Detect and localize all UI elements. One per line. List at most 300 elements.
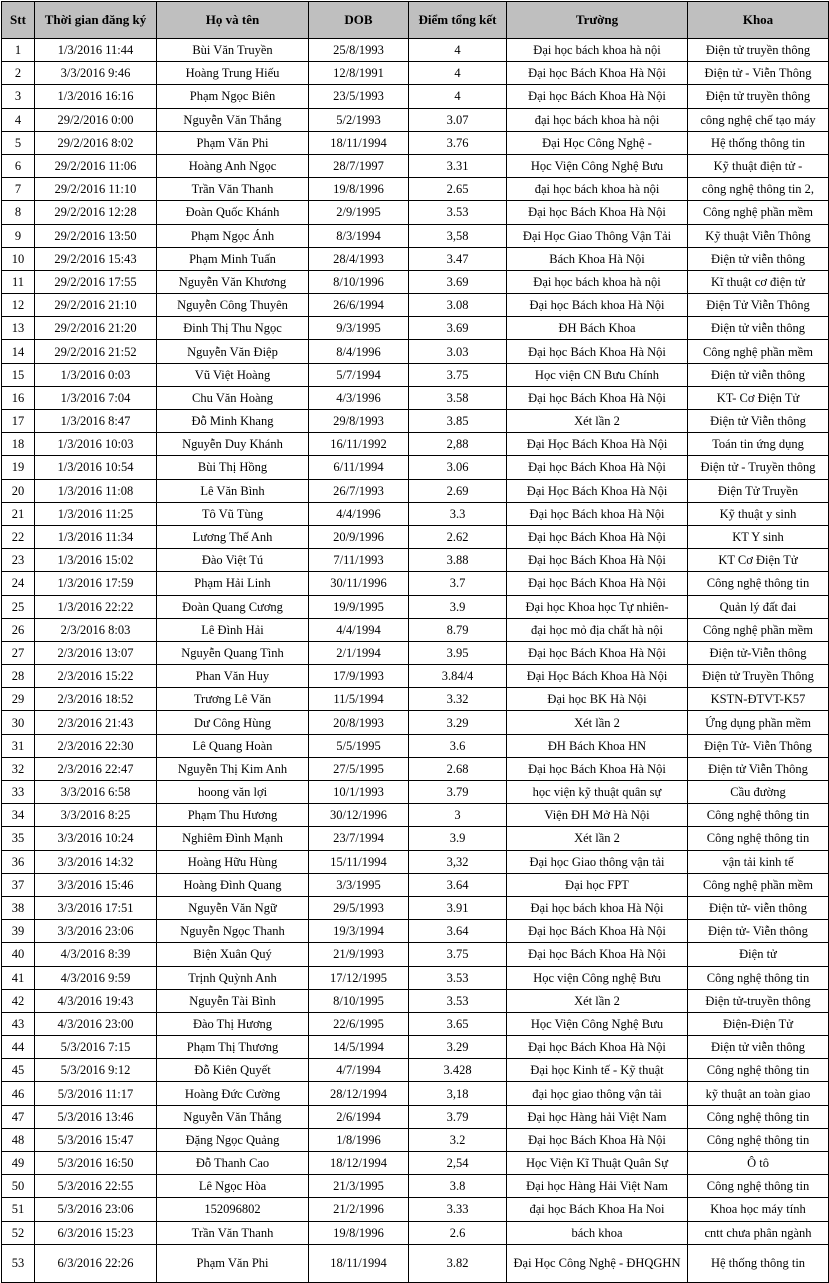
table-row <box>2 781 829 804</box>
table-row <box>2 456 829 479</box>
table-row <box>2 433 829 456</box>
cell-dob: 23/5/1993 <box>309 85 409 108</box>
cell-school: Đại học Bách khoa Hà Nội <box>507 502 688 525</box>
cell-stt: 13 <box>2 317 35 340</box>
cell-stt: 4 <box>2 108 35 131</box>
cell-registration-time: 4/3/2016 23:00 <box>35 1012 157 1035</box>
cell-dob: 22/6/1995 <box>309 1012 409 1035</box>
header-faculty: Khoa <box>688 2 829 39</box>
cell-full-name: Đỗ Thanh Cao <box>157 1152 309 1175</box>
cell-stt: 52 <box>2 1221 35 1244</box>
cell-school: Đại học Bách Khoa Hà Nội <box>507 943 688 966</box>
table-row <box>2 294 829 317</box>
cell-dob: 17/9/1993 <box>309 665 409 688</box>
cell-full-name: Phạm Văn Phi <box>157 1244 309 1282</box>
cell-registration-time: 1/3/2016 16:16 <box>35 85 157 108</box>
cell-dob: 1/8/1996 <box>309 1128 409 1151</box>
cell-final-score: 3.75 <box>409 943 507 966</box>
cell-final-score: 3.79 <box>409 781 507 804</box>
cell-faculty: Kỹ thuật điện tử - <box>688 154 829 177</box>
cell-full-name: Hoàng Trung Hiếu <box>157 62 309 85</box>
cell-school: Xét lần 2 <box>507 989 688 1012</box>
table-row <box>2 201 829 224</box>
cell-faculty: Ô tô <box>688 1152 829 1175</box>
cell-final-score: 3.32 <box>409 688 507 711</box>
table-row <box>2 827 829 850</box>
cell-full-name: Phạm Văn Phi <box>157 131 309 154</box>
cell-dob: 21/9/1993 <box>309 943 409 966</box>
cell-final-score: 3.91 <box>409 896 507 919</box>
cell-school: Đại Học Bách Khoa Hà Nội <box>507 479 688 502</box>
cell-school: học viện kỹ thuật quân sự <box>507 781 688 804</box>
cell-faculty: Điện tử Truyền Thông <box>688 665 829 688</box>
cell-final-score: 4 <box>409 85 507 108</box>
cell-registration-time: 3/3/2016 8:25 <box>35 804 157 827</box>
cell-registration-time: 2/3/2016 8:03 <box>35 618 157 641</box>
cell-final-score: 2.65 <box>409 178 507 201</box>
cell-faculty: cntt chưa phân ngành <box>688 1221 829 1244</box>
cell-final-score: 2,88 <box>409 433 507 456</box>
cell-full-name: Nguyễn Tài Bình <box>157 989 309 1012</box>
cell-final-score: 3.9 <box>409 827 507 850</box>
cell-full-name: Đặng Ngọc Quảng <box>157 1128 309 1151</box>
cell-final-score: 3,58 <box>409 224 507 247</box>
cell-school: Đại Học Bách Khoa Hà Nội <box>507 433 688 456</box>
cell-school: Đại học Kinh tế - Kỹ thuật <box>507 1059 688 1082</box>
cell-stt: 9 <box>2 224 35 247</box>
cell-stt: 29 <box>2 688 35 711</box>
cell-school: Đại học Bách Khoa Hà Nội <box>507 549 688 572</box>
cell-full-name: Nguyễn Văn Khương <box>157 270 309 293</box>
table-row <box>2 154 829 177</box>
cell-full-name: Lê Đình Hải <box>157 618 309 641</box>
cell-faculty: Điện tử truyền thông <box>688 39 829 62</box>
cell-stt: 24 <box>2 572 35 595</box>
cell-registration-time: 1/3/2016 11:34 <box>35 525 157 548</box>
cell-full-name: Hoàng Hữu Hùng <box>157 850 309 873</box>
cell-full-name: Đinh Thị Thu Ngọc <box>157 317 309 340</box>
cell-dob: 23/7/1994 <box>309 827 409 850</box>
cell-school: Đại Học Bách Khoa Hà Nội <box>507 665 688 688</box>
cell-faculty: Điện tử Viễn thông <box>688 410 829 433</box>
cell-stt: 11 <box>2 270 35 293</box>
cell-faculty: Điện Tử Viễn Thông <box>688 294 829 317</box>
cell-faculty: Công nghệ thông tin <box>688 827 829 850</box>
cell-school: bách khoa <box>507 1221 688 1244</box>
cell-faculty: Công nghệ phần mềm <box>688 201 829 224</box>
cell-dob: 28/4/1993 <box>309 247 409 270</box>
cell-registration-time: 29/2/2016 12:28 <box>35 201 157 224</box>
cell-full-name: Lê Quang Hoàn <box>157 734 309 757</box>
cell-school: Đại học bách khoa Hà Nội <box>507 896 688 919</box>
cell-registration-time: 6/3/2016 22:26 <box>35 1244 157 1282</box>
cell-school: Học viện CN Bưu Chính <box>507 363 688 386</box>
cell-dob: 17/12/1995 <box>309 966 409 989</box>
cell-final-score: 4 <box>409 62 507 85</box>
cell-faculty: Công nghệ thông tin <box>688 572 829 595</box>
cell-stt: 23 <box>2 549 35 572</box>
cell-registration-time: 1/3/2016 11:25 <box>35 502 157 525</box>
cell-dob: 8/10/1996 <box>309 270 409 293</box>
table-row <box>2 1152 829 1175</box>
cell-stt: 53 <box>2 1244 35 1282</box>
cell-registration-time: 5/3/2016 15:47 <box>35 1128 157 1151</box>
cell-final-score: 3.76 <box>409 131 507 154</box>
header-row <box>2 2 829 39</box>
cell-dob: 4/3/1996 <box>309 386 409 409</box>
cell-full-name: Nguyễn Ngọc Thanh <box>157 920 309 943</box>
cell-dob: 2/6/1994 <box>309 1105 409 1128</box>
cell-final-score: 3.85 <box>409 410 507 433</box>
cell-school: Đại học Bách Khoa Hà Nội <box>507 1128 688 1151</box>
cell-full-name: Đỗ Minh Khang <box>157 410 309 433</box>
cell-dob: 6/11/1994 <box>309 456 409 479</box>
table-row <box>2 641 829 664</box>
cell-faculty: Công nghệ thông tin <box>688 966 829 989</box>
cell-stt: 25 <box>2 595 35 618</box>
cell-dob: 3/3/1995 <box>309 873 409 896</box>
table-row <box>2 688 829 711</box>
cell-registration-time: 29/2/2016 21:20 <box>35 317 157 340</box>
cell-registration-time: 1/3/2016 22:22 <box>35 595 157 618</box>
cell-dob: 30/12/1996 <box>309 804 409 827</box>
header-full-name: Họ và tên <box>157 2 309 39</box>
cell-stt: 37 <box>2 873 35 896</box>
table-row <box>2 85 829 108</box>
cell-dob: 30/11/1996 <box>309 572 409 595</box>
registration-table <box>1 1 829 1283</box>
cell-final-score: 3.65 <box>409 1012 507 1035</box>
cell-faculty: Điện tử-truyền thông <box>688 989 829 1012</box>
cell-final-score: 3.7 <box>409 572 507 595</box>
cell-dob: 16/11/1992 <box>309 433 409 456</box>
cell-dob: 21/3/1995 <box>309 1175 409 1198</box>
cell-registration-time: 29/2/2016 17:55 <box>35 270 157 293</box>
cell-dob: 15/11/1994 <box>309 850 409 873</box>
cell-dob: 18/11/1994 <box>309 131 409 154</box>
cell-final-score: 3.2 <box>409 1128 507 1151</box>
cell-full-name: Phạm Ngọc Ánh <box>157 224 309 247</box>
cell-final-score: 2.62 <box>409 525 507 548</box>
cell-faculty: Điện tử - Viễn Thông <box>688 62 829 85</box>
cell-final-score: 3.82 <box>409 1244 507 1282</box>
cell-full-name: Nguyễn Văn Điệp <box>157 340 309 363</box>
cell-full-name: Phạm Thị Thương <box>157 1036 309 1059</box>
cell-registration-time: 3/3/2016 17:51 <box>35 896 157 919</box>
table-body <box>2 39 829 1283</box>
cell-registration-time: 1/3/2016 17:59 <box>35 572 157 595</box>
cell-registration-time: 5/3/2016 22:55 <box>35 1175 157 1198</box>
cell-full-name: Phạm Hải Linh <box>157 572 309 595</box>
cell-full-name: Đào Thị Hương <box>157 1012 309 1035</box>
cell-registration-time: 4/3/2016 9:59 <box>35 966 157 989</box>
cell-full-name: Nguyễn Quang Tình <box>157 641 309 664</box>
cell-stt: 3 <box>2 85 35 108</box>
cell-faculty: Toán tin ứng dụng <box>688 433 829 456</box>
cell-registration-time: 29/2/2016 13:50 <box>35 224 157 247</box>
cell-school: Đại học Bách Khoa Hà Nội <box>507 340 688 363</box>
cell-stt: 42 <box>2 989 35 1012</box>
cell-registration-time: 29/2/2016 11:10 <box>35 178 157 201</box>
cell-faculty: Kĩ thuật cơ điện tử <box>688 270 829 293</box>
cell-stt: 22 <box>2 525 35 548</box>
table-row <box>2 1244 829 1282</box>
cell-registration-time: 3/3/2016 14:32 <box>35 850 157 873</box>
cell-dob: 2/1/1994 <box>309 641 409 664</box>
cell-faculty: công nghệ chế tạo máy <box>688 108 829 131</box>
cell-school: Học Viện Công Nghệ Bưu <box>507 1012 688 1035</box>
cell-registration-time: 5/3/2016 9:12 <box>35 1059 157 1082</box>
cell-stt: 10 <box>2 247 35 270</box>
cell-dob: 19/3/1994 <box>309 920 409 943</box>
cell-full-name: Đoàn Quang Cương <box>157 595 309 618</box>
cell-stt: 8 <box>2 201 35 224</box>
table-row <box>2 1128 829 1151</box>
cell-dob: 25/8/1993 <box>309 39 409 62</box>
cell-dob: 19/8/1996 <box>309 178 409 201</box>
table-row <box>2 1012 829 1035</box>
cell-final-score: 3,32 <box>409 850 507 873</box>
cell-full-name: Nguyễn Văn Thắng <box>157 1105 309 1128</box>
cell-faculty: KT- Cơ Điện Tử <box>688 386 829 409</box>
cell-registration-time: 5/3/2016 23:06 <box>35 1198 157 1221</box>
cell-final-score: 3.64 <box>409 920 507 943</box>
cell-dob: 27/5/1995 <box>309 757 409 780</box>
cell-faculty: Khoa học máy tính <box>688 1198 829 1221</box>
cell-stt: 20 <box>2 479 35 502</box>
cell-faculty: Cầu đường <box>688 781 829 804</box>
cell-final-score: 3.95 <box>409 641 507 664</box>
cell-final-score: 3.08 <box>409 294 507 317</box>
cell-stt: 36 <box>2 850 35 873</box>
cell-final-score: 3.8 <box>409 1175 507 1198</box>
cell-full-name: Lê Ngọc Hòa <box>157 1175 309 1198</box>
cell-school: Đại Học Công Nghệ - <box>507 131 688 154</box>
cell-faculty: Điện tử truyền thông <box>688 85 829 108</box>
cell-full-name: Phạm Thu Hương <box>157 804 309 827</box>
cell-final-score: 3 <box>409 804 507 827</box>
cell-dob: 8/10/1995 <box>309 989 409 1012</box>
table-row <box>2 386 829 409</box>
cell-school: Đại học Hàng hải Việt Nam <box>507 1105 688 1128</box>
cell-school: Đại học Bách Khoa Hà Nội <box>507 641 688 664</box>
table-row <box>2 896 829 919</box>
table-row <box>2 247 829 270</box>
cell-final-score: 3.33 <box>409 1198 507 1221</box>
cell-full-name: Trương Lê Văn <box>157 688 309 711</box>
cell-dob: 5/2/1993 <box>309 108 409 131</box>
cell-full-name: Bùi Văn Truyền <box>157 39 309 62</box>
cell-registration-time: 3/3/2016 6:58 <box>35 781 157 804</box>
cell-final-score: 3.88 <box>409 549 507 572</box>
table-row <box>2 989 829 1012</box>
cell-school: Học Viện Kĩ Thuật Quân Sự <box>507 1152 688 1175</box>
cell-faculty: Điện-Điện Tử <box>688 1012 829 1035</box>
cell-school: đại học mỏ địa chất hà nội <box>507 618 688 641</box>
cell-registration-time: 3/3/2016 9:46 <box>35 62 157 85</box>
cell-registration-time: 2/3/2016 18:52 <box>35 688 157 711</box>
cell-full-name: Bùi Thị Hồng <box>157 456 309 479</box>
cell-stt: 2 <box>2 62 35 85</box>
cell-school: Viện ĐH Mở Hà Nội <box>507 804 688 827</box>
cell-registration-time: 3/3/2016 10:24 <box>35 827 157 850</box>
cell-registration-time: 2/3/2016 15:22 <box>35 665 157 688</box>
cell-school: Đại học Bách khoa Hà Nội <box>507 294 688 317</box>
cell-full-name: Lê Văn Bình <box>157 479 309 502</box>
cell-full-name: Vũ Việt Hoàng <box>157 363 309 386</box>
table-row <box>2 1175 829 1198</box>
cell-faculty: Hệ thống thông tin <box>688 131 829 154</box>
cell-stt: 15 <box>2 363 35 386</box>
cell-dob: 9/3/1995 <box>309 317 409 340</box>
cell-stt: 46 <box>2 1082 35 1105</box>
cell-school: Đại Học Giao Thông Vận Tải <box>507 224 688 247</box>
cell-school: Đại học Bách Khoa Hà Nội <box>507 1036 688 1059</box>
cell-stt: 28 <box>2 665 35 688</box>
cell-stt: 48 <box>2 1128 35 1151</box>
cell-registration-time: 29/2/2016 8:02 <box>35 131 157 154</box>
cell-registration-time: 4/3/2016 8:39 <box>35 943 157 966</box>
cell-stt: 18 <box>2 433 35 456</box>
cell-full-name: 152096802 <box>157 1198 309 1221</box>
cell-faculty: Điện tử viễn thông <box>688 363 829 386</box>
cell-final-score: 3.3 <box>409 502 507 525</box>
cell-final-score: 3.29 <box>409 1036 507 1059</box>
cell-final-score: 8.79 <box>409 618 507 641</box>
cell-faculty: Điện tử-Viễn thông <box>688 641 829 664</box>
cell-registration-time: 2/3/2016 21:43 <box>35 711 157 734</box>
cell-stt: 41 <box>2 966 35 989</box>
cell-faculty: Điện tử <box>688 943 829 966</box>
cell-registration-time: 1/3/2016 10:03 <box>35 433 157 456</box>
cell-dob: 29/5/1993 <box>309 896 409 919</box>
cell-faculty: KT Cơ Điện Tử <box>688 549 829 572</box>
cell-final-score: 2.68 <box>409 757 507 780</box>
cell-faculty: Công nghệ thông tin <box>688 1128 829 1151</box>
cell-stt: 6 <box>2 154 35 177</box>
cell-school: Xét lần 2 <box>507 711 688 734</box>
cell-final-score: 3.64 <box>409 873 507 896</box>
cell-registration-time: 5/3/2016 7:15 <box>35 1036 157 1059</box>
cell-full-name: Nguyễn Thị Kim Anh <box>157 757 309 780</box>
cell-faculty: Công nghệ thông tin <box>688 804 829 827</box>
table-row <box>2 943 829 966</box>
table-row <box>2 410 829 433</box>
cell-school: Đại học bách khoa hà nội <box>507 39 688 62</box>
cell-stt: 17 <box>2 410 35 433</box>
cell-full-name: hoong văn lợi <box>157 781 309 804</box>
table-row <box>2 479 829 502</box>
cell-stt: 16 <box>2 386 35 409</box>
cell-school: Đại học Bách Khoa Hà Nội <box>507 85 688 108</box>
cell-registration-time: 29/2/2016 0:00 <box>35 108 157 131</box>
cell-final-score: 3.79 <box>409 1105 507 1128</box>
cell-registration-time: 2/3/2016 22:47 <box>35 757 157 780</box>
cell-stt: 44 <box>2 1036 35 1059</box>
cell-school: Đại học Bách Khoa Hà Nội <box>507 386 688 409</box>
cell-full-name: Nguyễn Văn Thắng <box>157 108 309 131</box>
cell-full-name: Trần Văn Thanh <box>157 178 309 201</box>
cell-registration-time: 3/3/2016 23:06 <box>35 920 157 943</box>
table-row <box>2 850 829 873</box>
table-row <box>2 549 829 572</box>
table-row <box>2 734 829 757</box>
cell-final-score: 2.69 <box>409 479 507 502</box>
cell-registration-time: 29/2/2016 21:10 <box>35 294 157 317</box>
cell-dob: 4/4/1996 <box>309 502 409 525</box>
cell-school: Đại học Bách Khoa Hà Nội <box>507 572 688 595</box>
cell-faculty: Công nghệ thông tin <box>688 1105 829 1128</box>
cell-final-score: 3.53 <box>409 989 507 1012</box>
cell-faculty: công nghệ thông tin 2, <box>688 178 829 201</box>
table-row <box>2 920 829 943</box>
cell-faculty: Điện tử Viễn Thông <box>688 757 829 780</box>
header-final-score: Điểm tổng kết <box>409 2 507 39</box>
table-row <box>2 39 829 62</box>
cell-final-score: 4 <box>409 39 507 62</box>
table-row <box>2 270 829 293</box>
table-row <box>2 317 829 340</box>
table-row <box>2 757 829 780</box>
cell-stt: 35 <box>2 827 35 850</box>
cell-final-score: 3.428 <box>409 1059 507 1082</box>
cell-faculty: Điện tử- Viễn thông <box>688 920 829 943</box>
header-stt: Stt <box>2 2 35 39</box>
cell-full-name: Phạm Ngọc Biên <box>157 85 309 108</box>
cell-dob: 4/7/1994 <box>309 1059 409 1082</box>
cell-school: Đại học Bách Khoa Hà Nội <box>507 62 688 85</box>
cell-stt: 1 <box>2 39 35 62</box>
cell-registration-time: 29/2/2016 15:43 <box>35 247 157 270</box>
cell-dob: 12/8/1991 <box>309 62 409 85</box>
cell-full-name: Trần Văn Thanh <box>157 1221 309 1244</box>
cell-faculty: Kỹ thuật Viễn Thông <box>688 224 829 247</box>
cell-full-name: Trịnh Quỳnh Anh <box>157 966 309 989</box>
cell-final-score: 3.31 <box>409 154 507 177</box>
cell-registration-time: 29/2/2016 21:52 <box>35 340 157 363</box>
cell-dob: 19/9/1995 <box>309 595 409 618</box>
cell-stt: 50 <box>2 1175 35 1198</box>
cell-faculty: Hệ thống thông tin <box>688 1244 829 1282</box>
cell-registration-time: 1/3/2016 0:03 <box>35 363 157 386</box>
cell-registration-time: 6/3/2016 15:23 <box>35 1221 157 1244</box>
table-row <box>2 131 829 154</box>
cell-dob: 11/5/1994 <box>309 688 409 711</box>
cell-school: Đại học Giao thông vận tải <box>507 850 688 873</box>
cell-final-score: 2,54 <box>409 1152 507 1175</box>
cell-dob: 18/11/1994 <box>309 1244 409 1282</box>
cell-registration-time: 3/3/2016 15:46 <box>35 873 157 896</box>
cell-faculty: Điện tử viễn thông <box>688 317 829 340</box>
cell-final-score: 3.84/4 <box>409 665 507 688</box>
cell-faculty: Công nghệ thông tin <box>688 1175 829 1198</box>
table-row <box>2 525 829 548</box>
cell-dob: 8/4/1996 <box>309 340 409 363</box>
cell-stt: 47 <box>2 1105 35 1128</box>
cell-school: đại học bách khoa hà nội <box>507 178 688 201</box>
cell-school: Đại học Bách Khoa Hà Nội <box>507 201 688 224</box>
cell-registration-time: 1/3/2016 10:54 <box>35 456 157 479</box>
cell-school: ĐH Bách Khoa HN <box>507 734 688 757</box>
cell-final-score: 3.75 <box>409 363 507 386</box>
cell-school: Đại học Hàng Hải Việt Nam <box>507 1175 688 1198</box>
cell-final-score: 3.07 <box>409 108 507 131</box>
cell-stt: 27 <box>2 641 35 664</box>
cell-school: Đại học Bách Khoa Hà Nội <box>507 525 688 548</box>
cell-final-score: 3.6 <box>409 734 507 757</box>
cell-registration-time: 1/3/2016 11:08 <box>35 479 157 502</box>
cell-dob: 18/12/1994 <box>309 1152 409 1175</box>
